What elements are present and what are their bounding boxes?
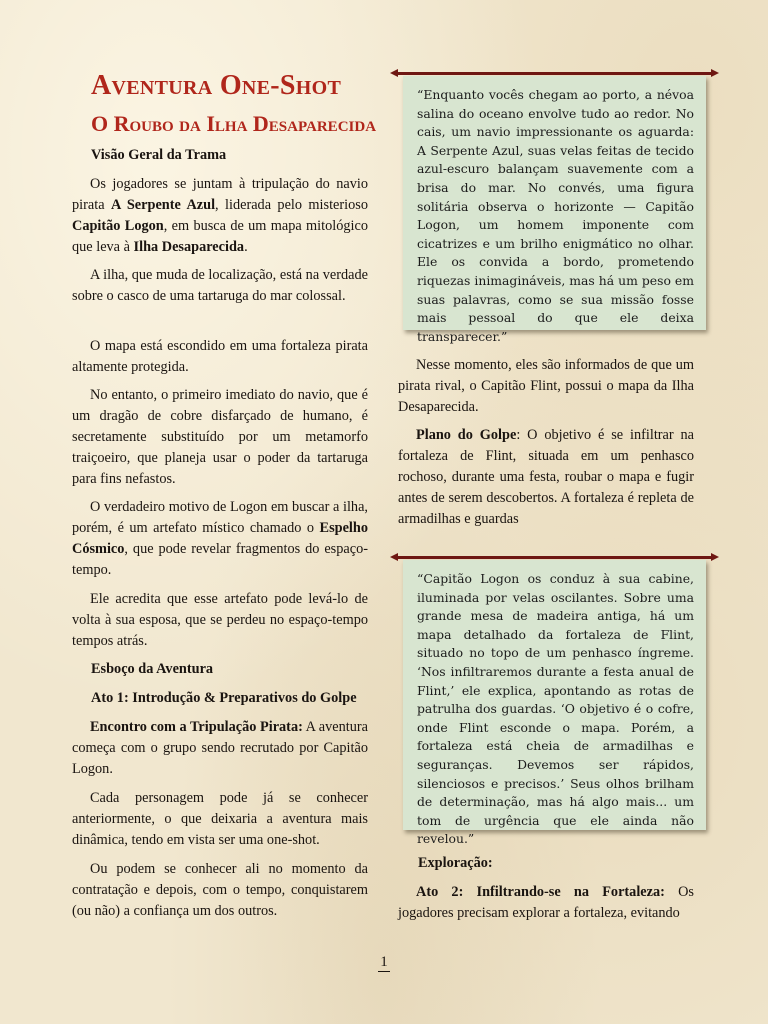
- read-aloud-text-1: “Enquanto vocês chegam ao porto, a névoa salina do oceano envolve tudo ao redor. No cais, um navio impressionante os aguarda: A Serpente Azul, suas velas feitas de tecido azul-escuro balançam suavemente com a brisa do mar. No convés, uma figura solitária observa o horizonte — Capitão Logon, um homem imponente com cicatrizes e um brilho enigmático no olhar. Ele os convida a bordo, prometendo riquezas inimagináveis, mas há um peso em suas palavras, como se sua missão fosse mais pessoal do que ele deixa transparecer.”: [417, 87, 694, 344]
- read-aloud-text-2: “Capitão Logon os conduz à sua cabine, iluminada por velas oscilantes. Sobre uma grande mesa de madeira antiga, há um mapa detalhado da fortaleza de Flint, situado no topo de um penhasco íngreme. ‘Nos infiltraremos durante a festa anual de Flint,’ ele explica, apontando as rotas de patrulha dos guardas. ‘O objetivo é o cofre, onde Flint esconde o mapa. Porém, a fortaleza está cheia de armadilhas e seguranças. Devemos ser rápidos, silenciosos e precisos.’ Seus olhos brilham de determinação, mas há algo mais... um tom de urgência que ele ainda não revelou.”: [417, 571, 694, 847]
- paragraph-trust: Ou podem se conhecer ali no momento da contratação e depois, com o tempo, conquistarem (ou não) a confiança um dos outros.: [72, 861, 368, 919]
- paragraph-overview-6: Ele acredita que esse artefato pode levá-lo de volta à sua esposa, que se perdeu no espaço-tempo tempos atrás.: [72, 591, 368, 649]
- paragraph-act-2: Ato 2: Infiltrando-se na Fortaleza: Os jogadores precisam explorar a fortaleza, evitando: [398, 884, 695, 921]
- box-top-ornament: [397, 72, 712, 75]
- paragraph-flint-map: Nesse momento, eles são informados de que um pirata rival, o Capitão Flint, possui o mapa da Ilha Desaparecida.: [398, 357, 694, 415]
- paragraph-overview-5: O verdadeiro motivo de Logon em buscar a ilha, porém, é um artefato místico chamado o Espelho Cósmico, que pode revelar fragmentos do espaço-tempo.: [72, 499, 368, 578]
- box-top-ornament: [397, 556, 712, 559]
- paragraph-heist-plan: Plano do Golpe: O objetivo é se infiltrar na fortaleza de Flint, situada em um penhasco rochoso, durante uma festa, roubar o mapa e fugir antes de serem descobertos. A fortaleza é repleta de armadilhas e guardas: [398, 427, 695, 527]
- heading-overview: Visão Geral da Trama: [91, 147, 227, 163]
- read-aloud-box-1: [403, 76, 706, 344]
- paragraph-crew-encounter: Encontro com a Tripulação Pirata: A aventura começa com o grupo sendo recrutado por Capitão Logon.: [72, 719, 368, 777]
- heading-act-1: Ato 1: Introdução & Preparativos do Golpe: [91, 690, 357, 706]
- heading-outline: Esboço da Aventura: [91, 661, 214, 677]
- paragraph-overview-3: O mapa está escondido em uma fortaleza pirata altamente protegida.: [72, 338, 368, 375]
- adventure-subtitle: O Roubo da Ilha Desaparecida: [91, 111, 377, 136]
- page-number: 1: [378, 953, 390, 972]
- paragraph-characters: Cada personagem pode já se conhecer anteriormente, o que deixaria a aventura mais dinâmica, tendo em vista ser uma one-shot.: [72, 790, 368, 848]
- read-aloud-box-2: [403, 560, 706, 847]
- adventure-title: Aventura One-Shot: [91, 70, 342, 101]
- paragraph-overview-1: Os jogadores se juntam à tripulação do navio pirata A Serpente Azul, liderada pelo misterioso Capitão Logon, em busca de um mapa mitológico que leva à Ilha Desaparecida.: [72, 176, 368, 255]
- paragraph-overview-4: No entanto, o primeiro imediato do navio, que é um dragão de cobre disfarçado de humano, é secretamente substituído por um metamorfo traiçoeiro, que planeja usar o poder da tartaruga para fins nefastos.: [72, 387, 368, 487]
- heading-exploration: Exploração:: [418, 855, 493, 871]
- paragraph-overview-2: A ilha, que muda de localização, está na verdade sobre o casco de uma tartaruga do mar colossal.: [72, 267, 368, 304]
